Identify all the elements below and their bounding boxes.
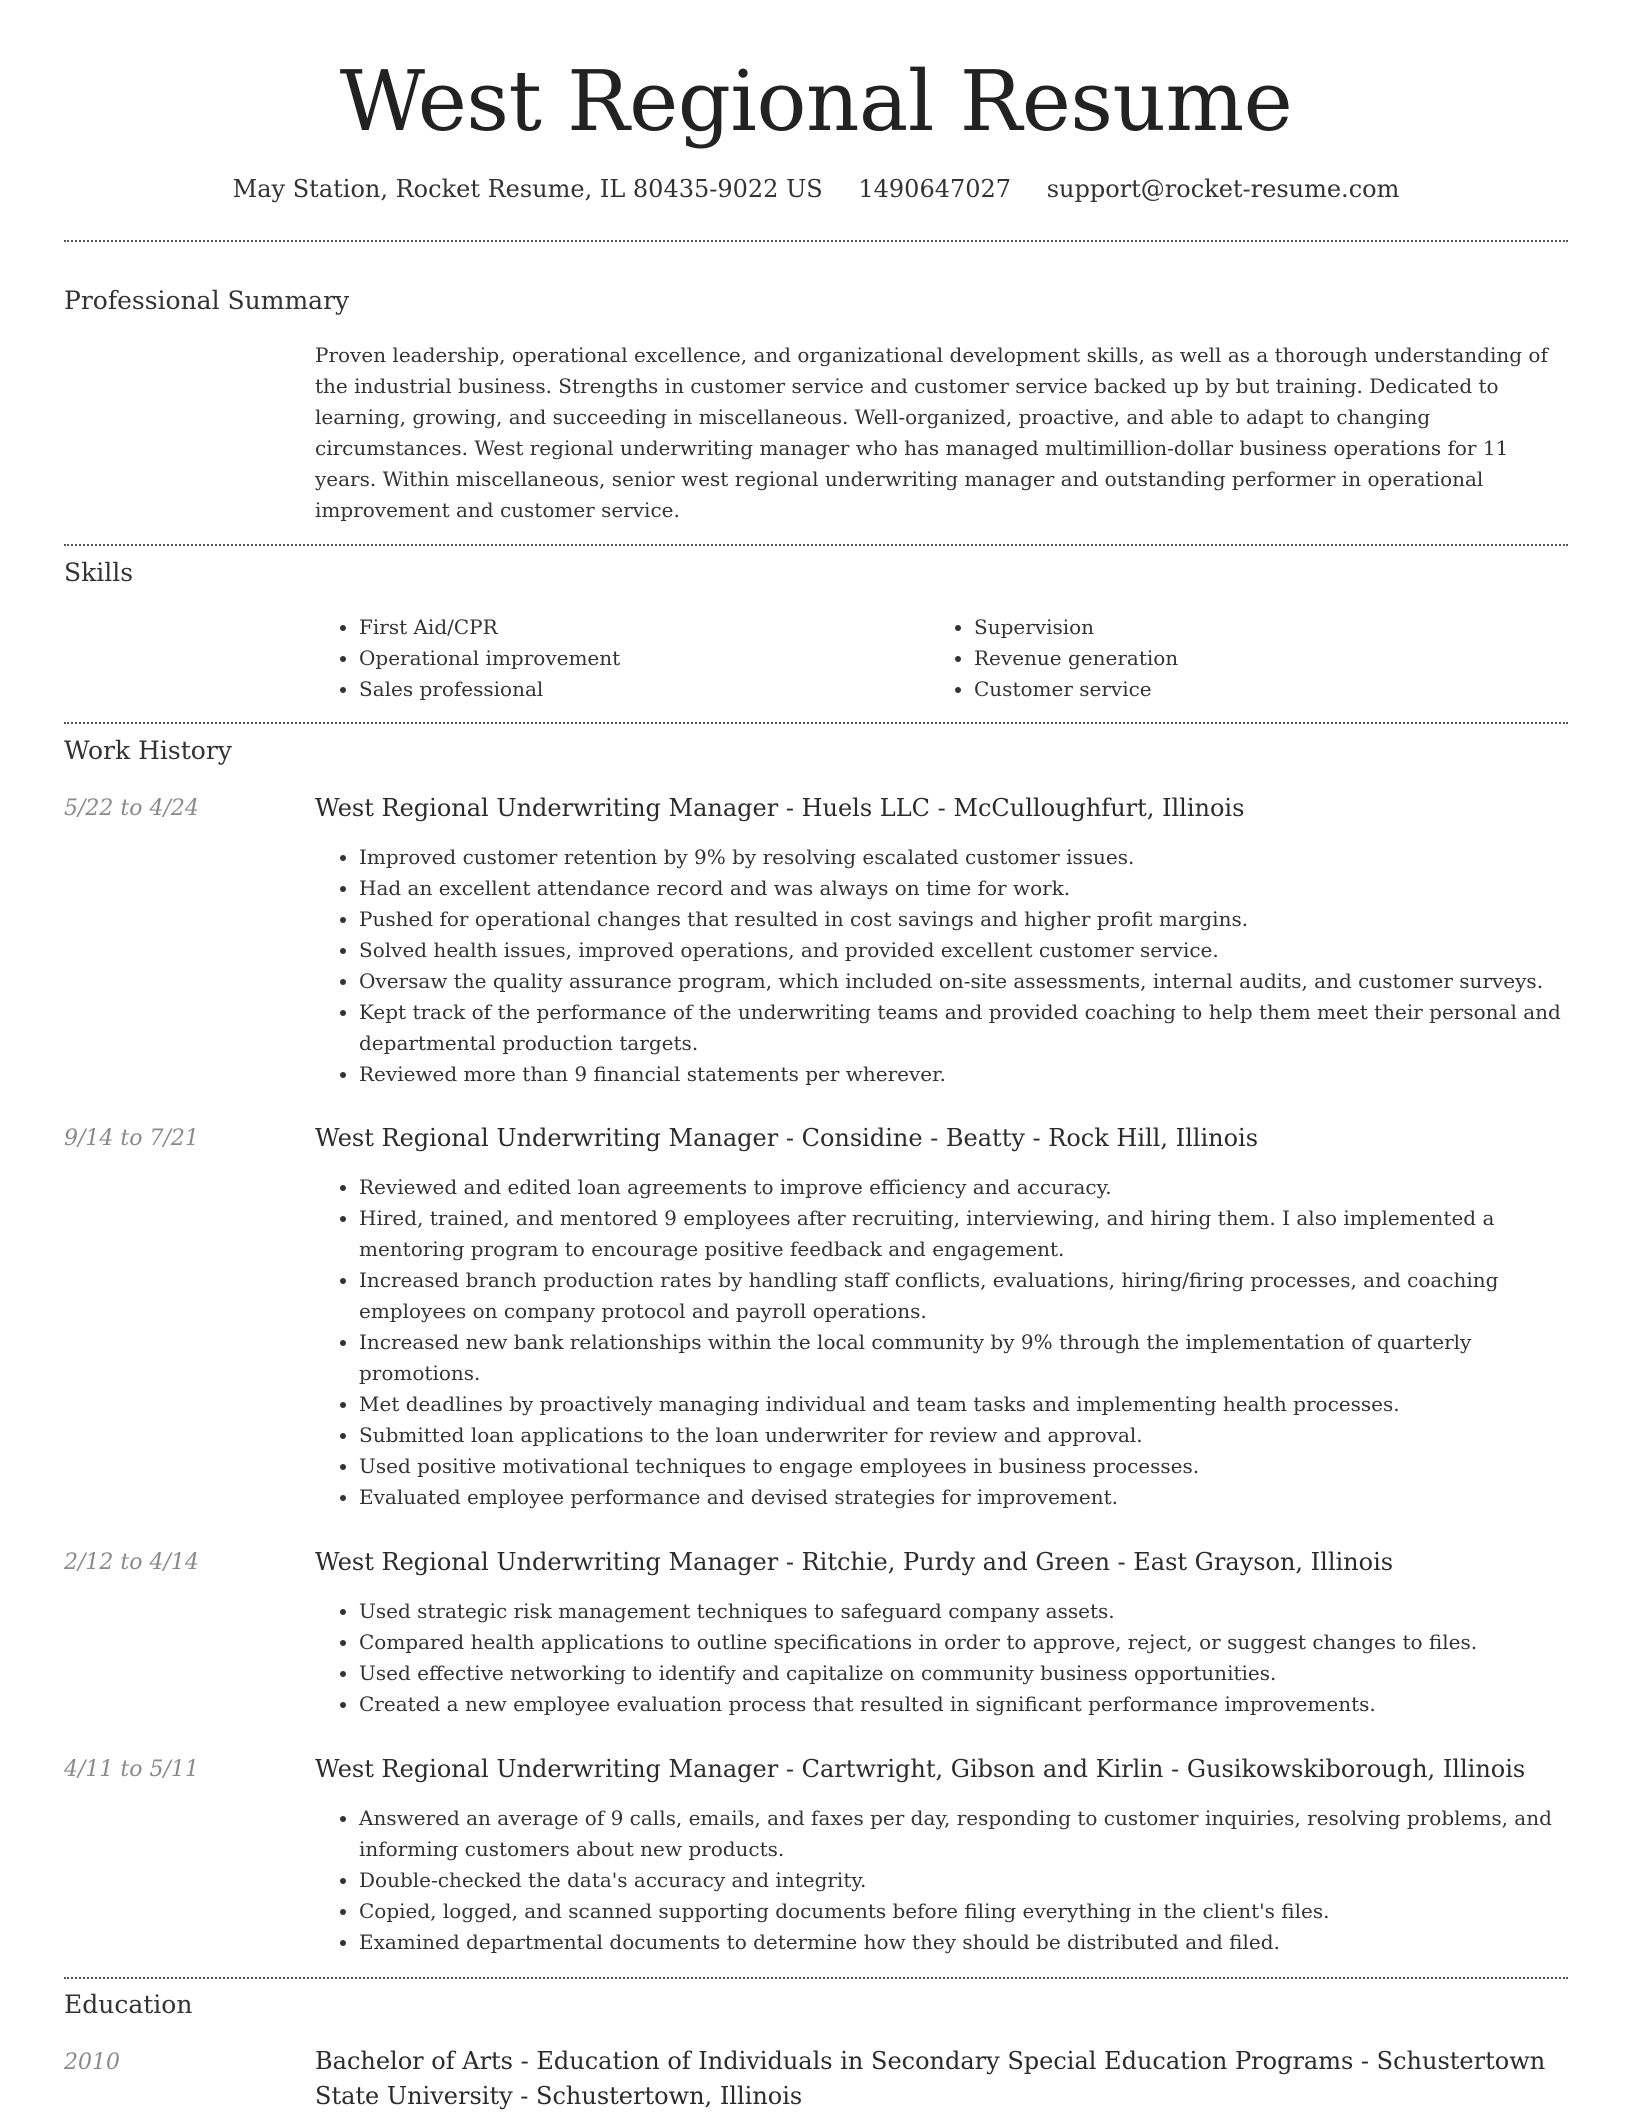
skills-column-right [930, 612, 1490, 705]
job-bullet: • Submitted loan applications to the loan underwriter for review and approval. [359, 1420, 1565, 1451]
skill-item: • Revenue generation [974, 643, 1490, 674]
job-bullet: • Solved health issues, improved operations, and provided excellent customer service. [359, 935, 1565, 966]
job-bullet: • Evaluated employee performance and devised strategies for improvement. [359, 1482, 1565, 1513]
job-bullets [315, 1803, 1565, 1958]
job-bullet: • Oversaw the quality assurance program, which included on-site assessments, internal audits, and customer surveys. [359, 966, 1565, 997]
job-bullets [315, 1596, 1565, 1720]
job-bullet: • Kept track of the performance of the underwriting teams and provided coaching to help them meet their personal and departmental production targets. [359, 997, 1565, 1059]
job-bullet: • Increased branch production rates by handling staff conflicts, evaluations, hiring/firing processes, and coaching employees on company protocol and payroll operations. [359, 1265, 1565, 1327]
job-bullet: • Copied, logged, and scanned supporting documents before filing everything in the client's files. [359, 1896, 1565, 1927]
job-bullet: • Reviewed more than 9 financial statements per wherever. [359, 1059, 1565, 1090]
contact-phone: 1490647027 [858, 175, 1012, 203]
job-bullet: • Met deadlines by proactively managing individual and team tasks and implementing health processes. [359, 1389, 1565, 1420]
skills-column-left [315, 612, 875, 705]
skill-item: • Sales professional [359, 674, 875, 705]
section-title-skills: Skills [64, 558, 134, 587]
section-title-work: Work History [64, 736, 232, 765]
job-bullet: • Used effective networking to identify and capitalize on community business opportunities. [359, 1658, 1565, 1689]
contact-address: May Station, Rocket Resume, IL 80435-9022 US [232, 175, 823, 203]
section-title-education: Education [64, 1990, 193, 2019]
job-title: West Regional Underwriting Manager - Considine - Beatty - Rock Hill, Illinois [315, 1124, 1259, 1152]
job-dates: 4/11 to 5/11 [64, 1757, 199, 1782]
job-bullet: • Reviewed and edited loan agreements to improve efficiency and accuracy. [359, 1172, 1565, 1203]
skill-item: • Operational improvement [359, 643, 875, 674]
job-bullet: • Answered an average of 9 calls, emails, and faxes per day, responding to customer inquiries, resolving problems, and informing customers about new products. [359, 1803, 1565, 1865]
job-bullet: • Created a new employee evaluation process that resulted in significant performance improvements. [359, 1689, 1565, 1720]
divider [64, 240, 1568, 242]
job-bullets [315, 1172, 1565, 1513]
skill-item: • Customer service [974, 674, 1490, 705]
contact-email[interactable]: support@rocket-resume.com [1046, 175, 1400, 203]
job-bullet: • Used positive motivational techniques to engage employees in business processes. [359, 1451, 1565, 1482]
job-bullet: • Double-checked the data's accuracy and integrity. [359, 1865, 1565, 1896]
job-title: West Regional Underwriting Manager - Cartwright, Gibson and Kirlin - Gusikowskiborough, Illinois [315, 1755, 1526, 1783]
summary-text: Proven leadership, operational excellence, and organizational development skills, as well as a thorough understanding of the industrial business. Strengths in customer service and customer service backed up by but training. Dedicated to learning, growing, and succeeding in miscellaneous. Well-organized, proactive, and able to adapt to changing circumstances. West regional underwriting manager who has managed multimillion-dollar business operations for 11 years. Within miscellaneous, senior west regional underwriting manager and outstanding performer in operational improvement and customer service. [315, 343, 1548, 522]
job-dates: 2/12 to 4/14 [64, 1550, 199, 1575]
job-bullet: • Improved customer retention by 9% by resolving escalated customer issues. [359, 842, 1565, 873]
job-bullet: • Examined departmental documents to determine how they should be distributed and filed. [359, 1927, 1565, 1958]
job-bullet: • Had an excellent attendance record and was always on time for work. [359, 873, 1565, 904]
resume-name: West Regional Resume [339, 53, 1293, 150]
contact-line [0, 172, 1632, 206]
job-dates: 9/14 to 7/21 [64, 1126, 199, 1151]
job-title: West Regional Underwriting Manager - Ritchie, Purdy and Green - East Grayson, Illinois [315, 1548, 1394, 1576]
job-bullet: • Compared health applications to outline specifications in order to approve, reject, or suggest changes to files. [359, 1627, 1565, 1658]
section-title-summary: Professional Summary [64, 286, 350, 315]
education-title: Bachelor of Arts - Education of Individuals in Secondary Special Education Programs - Schustertown State University - Schustertown, Illinois [315, 2047, 1546, 2110]
skill-item: • Supervision [974, 612, 1490, 643]
skill-item: • First Aid/CPR [359, 612, 875, 643]
job-title: West Regional Underwriting Manager - Huels LLC - McCulloughfurt, Illinois [315, 794, 1245, 822]
job-bullets [315, 842, 1565, 1090]
divider [64, 544, 1568, 546]
education-year: 2010 [64, 2050, 120, 2075]
job-dates: 5/22 to 4/24 [64, 796, 199, 821]
job-bullet: • Increased new bank relationships within the local community by 9% through the implementation of quarterly promotions. [359, 1327, 1565, 1389]
job-bullet: • Used strategic risk management techniques to safeguard company assets. [359, 1596, 1565, 1627]
divider [64, 722, 1568, 724]
job-bullet: • Pushed for operational changes that resulted in cost savings and higher profit margins. [359, 904, 1565, 935]
job-bullet: • Hired, trained, and mentored 9 employees after recruiting, interviewing, and hiring them. I also implemented a mentoring program to encourage positive feedback and engagement. [359, 1203, 1565, 1265]
divider [64, 1977, 1568, 1979]
